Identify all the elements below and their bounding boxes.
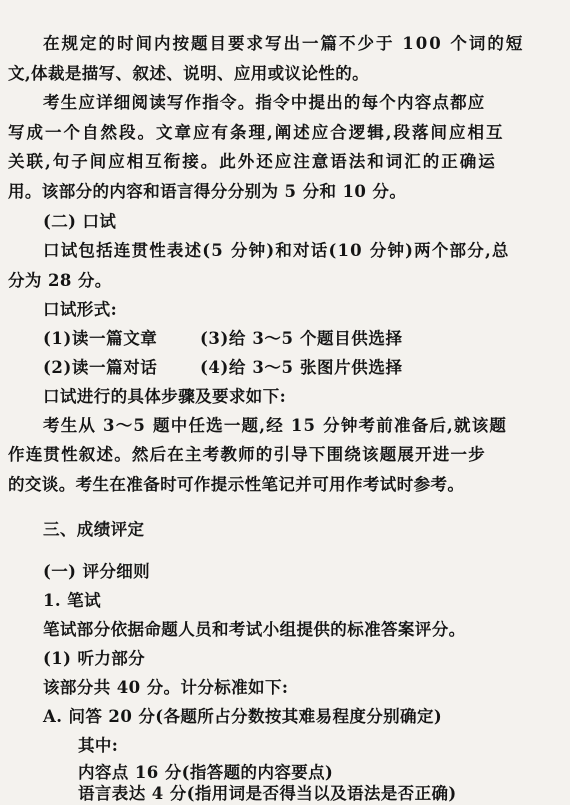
oral-paragraph-2-line-3: 的交谈。考生在准备时可作提示性笔记并可用作考试时参考。 bbox=[8, 475, 465, 494]
writing-paragraph-2-line-4: 用。该部分的内容和语言得分分别为 5 分和 10 分。 bbox=[8, 182, 407, 201]
language-expression-line: 语言表达 4 分(指用词是否得当以及语法是否正确) bbox=[78, 784, 457, 803]
oral-exam-heading: (二) 口试 bbox=[43, 212, 117, 231]
oral-option-3: (3)给 3～5 个题目供选择 bbox=[200, 329, 403, 348]
writing-paragraph-2-line-3: 关联,句子间应相互衔接。此外还应注意语法和词汇的正确运 bbox=[8, 152, 497, 171]
among-label: 其中: bbox=[78, 736, 119, 755]
writing-paragraph-1-line-2: 文,体裁是描写、叙述、说明、应用或议论性的。 bbox=[8, 64, 370, 83]
written-exam-intro: 笔试部分依据命题人员和考试小组提供的标准答案评分。 bbox=[43, 620, 466, 639]
written-exam-heading: 1. 笔试 bbox=[43, 591, 101, 610]
listening-total: 该部分共 40 分。计分标准如下: bbox=[43, 678, 289, 697]
grading-subheading: (一) 评分细则 bbox=[43, 562, 151, 581]
grading-section-heading: 三、成绩评定 bbox=[43, 520, 145, 539]
oral-paragraph-2-line-1: 考生从 3～5 题中任选一题,经 15 分钟考前准备后,就该题 bbox=[43, 416, 508, 435]
listening-heading: (1) 听力部分 bbox=[43, 649, 146, 668]
oral-form-label: 口试形式: bbox=[43, 300, 118, 319]
oral-paragraph-1-line-2: 分为 28 分。 bbox=[8, 271, 112, 290]
writing-paragraph-1-line-1: 在规定的时间内按题目要求写出一篇不少于 100 个词的短 bbox=[43, 34, 525, 53]
oral-paragraph-1-line-1: 口试包括连贯性表述(5 分钟)和对话(10 分钟)两个部分,总 bbox=[43, 241, 510, 260]
oral-option-4: (4)给 3～5 张图片供选择 bbox=[200, 358, 403, 377]
writing-paragraph-2-line-1: 考生应详细阅读写作指令。指令中提出的每个内容点都应 bbox=[43, 93, 486, 112]
content-points-line: 内容点 16 分(指答题的内容要点) bbox=[78, 763, 334, 782]
writing-paragraph-2-line-2: 写成一个自然段。文章应有条理,阐述应合逻辑,段落间应相互 bbox=[8, 123, 505, 142]
oral-option-1: (1)读一篇文章 bbox=[43, 329, 158, 348]
oral-paragraph-2-line-2: 作连贯性叙述。然后在主考教师的引导下围绕该题展开进一步 bbox=[8, 445, 486, 464]
item-a-qa: A. 问答 20 分(各题所占分数按其难易程度分别确定) bbox=[43, 707, 443, 726]
oral-steps-label: 口试进行的具体步骤及要求如下: bbox=[43, 387, 287, 406]
oral-option-2: (2)读一篇对话 bbox=[43, 358, 158, 377]
